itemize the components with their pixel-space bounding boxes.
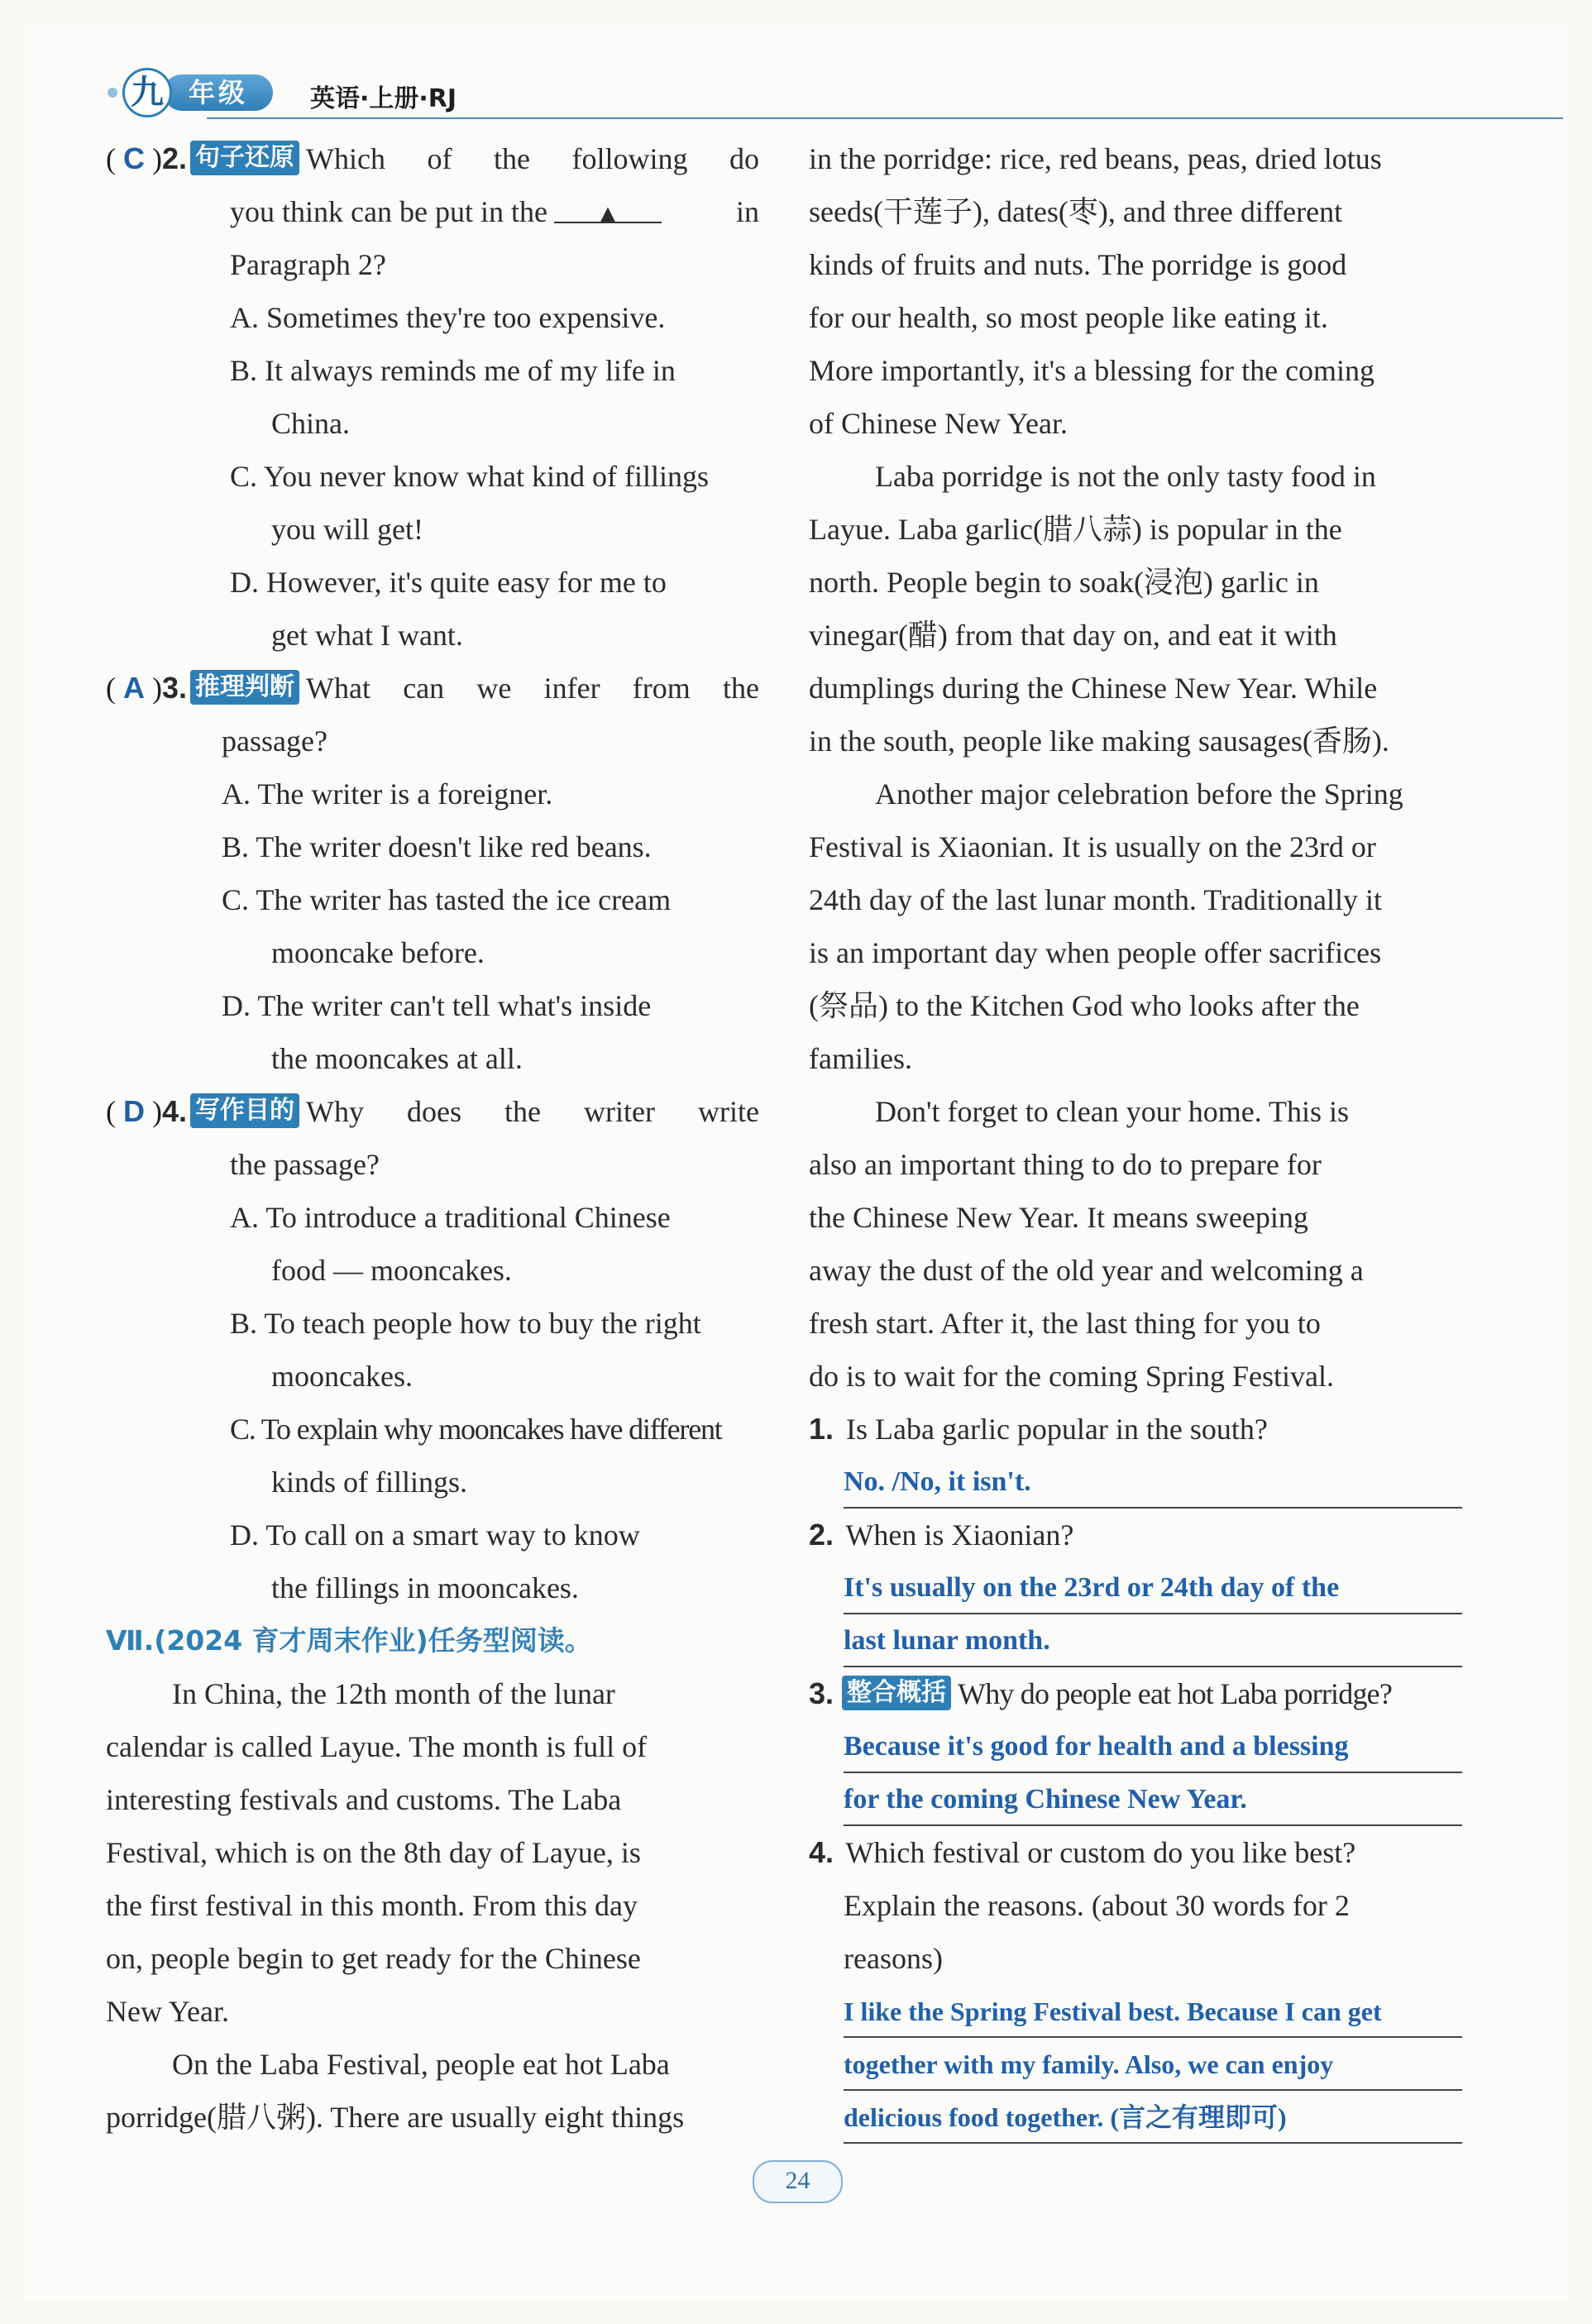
paragraph-line: fresh start. After it, the last thing for you to <box>809 1307 1321 1340</box>
option-b-cont: China. <box>271 407 350 440</box>
paragraph-line: interesting festivals and customs. The Laba <box>106 1783 622 1816</box>
paragraph-line: (祭品) to the Kitchen God who looks after the <box>809 989 1360 1022</box>
option-d: D. The writer can't tell what's inside <box>222 989 652 1022</box>
question-text: you think can be put in the <box>230 195 547 228</box>
page-header <box>108 65 1472 122</box>
paragraph-line: in the south, people like making sausages(香肠). <box>809 724 1389 758</box>
paragraph-line: On the Laba Festival, people eat hot Laba <box>172 2048 670 2081</box>
option-d-cont: the fillings in mooncakes. <box>271 1571 579 1604</box>
option-b: B. To teach people how to buy the right <box>230 1307 701 1340</box>
question-text: passage? <box>222 724 327 758</box>
paragraph-line: north. People begin to soak(浸泡) garlic in <box>809 566 1319 599</box>
question-text: Explain the reasons. (about 30 words for 2 <box>844 1889 1350 1922</box>
paragraph-line: dumplings during the Chinese New Year. While <box>809 672 1378 705</box>
question-tag: 写作目的 <box>190 1093 299 1128</box>
header-divider <box>207 117 1563 119</box>
paragraph-line: families. <box>809 1042 912 1075</box>
option-c: C. You never know what kind of fillings <box>230 460 709 493</box>
page-number: 24 <box>753 2160 843 2203</box>
paragraph-line: Laba porridge is not the only tasty food in <box>875 460 1376 493</box>
question-tag: 推理判断 <box>190 670 299 705</box>
question-text: Is Laba garlic popular in the south? <box>846 1413 1268 1446</box>
right-column <box>809 132 1462 2144</box>
paragraph-line: Festival, which is on the 8th day of Layue, is <box>106 1836 641 1869</box>
question-4-head: ( D )4. 写作目的 Why does the writer write <box>106 1085 759 1138</box>
question-text: When is Xiaonian? <box>845 1518 1074 1552</box>
reading-question-1 <box>809 1403 1462 1456</box>
option-d: D. To call on a smart way to know <box>230 1518 640 1552</box>
decor-dot <box>108 88 117 98</box>
answer-line: for the coming Chinese New Year. <box>844 1773 1462 1826</box>
question-number: 4. <box>162 1094 188 1128</box>
answer-line: It's usually on the 23rd or 24th day of the <box>844 1561 1462 1614</box>
option-a: A. The writer is a foreigner. <box>222 777 553 811</box>
grade-badge <box>108 65 281 119</box>
option-c-cont: you will get! <box>271 513 423 546</box>
option-b: B. The writer doesn't like red beans. <box>222 830 652 863</box>
option-c: C. The writer has tasted the ice cream <box>222 883 672 916</box>
question-tag: 句子还原 <box>190 141 299 175</box>
answer-q4: D <box>123 1094 145 1128</box>
paragraph-line: Festival is Xiaonian. It is usually on the 23rd or <box>809 830 1376 863</box>
paragraph-line: away the dust of the old year and welcoming a <box>809 1254 1364 1287</box>
paragraph-line: New Year. <box>106 1995 229 2028</box>
paragraph-line: In China, the 12th month of the lunar <box>172 1677 615 1710</box>
reading-question-3 <box>809 1667 1462 1720</box>
option-c-cont: mooncake before. <box>271 936 485 969</box>
answer-line: delicious food together. (言之有理即可) <box>844 2091 1462 2144</box>
option-a: A. Sometimes they're too expensive. <box>230 301 666 334</box>
grade-pill: 年级 <box>164 74 273 111</box>
option-d-cont: the mooncakes at all. <box>271 1042 523 1075</box>
question-number: 1. <box>809 1412 834 1446</box>
answer-line: together with my family. Also, we can enjoy <box>844 2038 1462 2091</box>
option-c: C. To explain why mooncakes have different <box>230 1413 722 1446</box>
paragraph-line: porridge(腊八粥). There are usually eight things <box>106 2101 685 2134</box>
question-2-line2 <box>106 185 759 238</box>
question-number: 4. <box>809 1835 834 1869</box>
triangle-icon: ▲ <box>595 200 620 227</box>
paragraph-line: the Chinese New Year. It means sweeping <box>809 1201 1308 1234</box>
question-text: Which festival or custom do you like best? <box>845 1836 1356 1869</box>
grade-circle: 九 <box>122 68 172 117</box>
paragraph-line: Layue. Laba garlic(腊八蒜) is popular in the <box>809 513 1342 546</box>
question-2-head: ( C )2. 句子还原 Which of the following do <box>106 132 759 185</box>
option-d-cont: get what I want. <box>271 619 463 652</box>
answer-line: last lunar month. <box>844 1614 1462 1667</box>
paragraph-line: vinegar(醋) from that day on, and eat it with <box>809 619 1337 652</box>
paragraph-line: More importantly, it's a blessing for the coming <box>809 354 1375 387</box>
paragraph-line: for our health, so most people like eating it. <box>809 301 1328 334</box>
reading-question-2 <box>809 1509 1462 1561</box>
question-tag: 整合概括 <box>842 1676 951 1710</box>
paragraph-line: Another major celebration before the Spring <box>875 777 1403 811</box>
paragraph-line: 24th day of the last lunar month. Traditionally it <box>809 883 1382 916</box>
paragraph-line: do is to wait for the coming Spring Festival. <box>809 1360 1334 1393</box>
question-number: 3. <box>809 1676 834 1710</box>
answer-line: No. /No, it isn't. <box>844 1456 1462 1509</box>
left-column <box>106 132 759 2144</box>
question-3-head: ( A )3. 推理判断 What can we infer from the <box>106 662 759 715</box>
question-text: Why do people eat hot Laba porridge? <box>958 1677 1393 1710</box>
answer-q3: A <box>123 671 145 705</box>
question-text: Which of the following do <box>306 142 759 175</box>
question-text: Paragraph 2? <box>230 248 386 281</box>
paragraph-line: seeds(干莲子), dates(枣), and three different <box>809 195 1343 228</box>
reading-question-4 <box>809 1826 1462 1879</box>
question-number: 3. <box>162 671 188 705</box>
paragraph-line: is an important day when people offer sacrifices <box>809 936 1382 969</box>
blank <box>554 185 662 227</box>
paragraph-line: kinds of fruits and nuts. The porridge is good <box>809 248 1347 281</box>
paragraph-line: of Chinese New Year. <box>809 407 1068 440</box>
option-b-cont: mooncakes. <box>271 1360 413 1393</box>
option-c-cont: kinds of fillings. <box>271 1466 468 1499</box>
question-text: the passage? <box>230 1148 380 1181</box>
question-number: 2. <box>809 1518 834 1552</box>
paragraph-line: also an important thing to do to prepare for <box>809 1148 1322 1181</box>
paragraph-line: the first festival in this month. From this day <box>106 1889 638 1922</box>
question-text: in <box>735 195 759 228</box>
question-text: reasons) <box>844 1942 943 1975</box>
paragraph-line: Don't forget to clean your home. This is <box>875 1095 1350 1128</box>
paragraph-line: calendar is called Layue. The month is full of <box>106 1730 648 1763</box>
paragraph-line: on, people begin to get ready for the Chinese <box>106 1942 641 1975</box>
option-d: D. However, it's quite easy for me to <box>230 566 667 599</box>
question-text: Why does the writer write <box>306 1095 759 1128</box>
section-heading: Ⅶ.(2024 育才周末作业)任务型阅读。 <box>106 1624 592 1657</box>
option-a-cont: food — mooncakes. <box>271 1254 512 1287</box>
paragraph-line: in the porridge: rice, red beans, peas, dried lotus <box>809 142 1382 175</box>
answer-q2: C <box>123 141 145 175</box>
question-number: 2. <box>162 141 188 175</box>
question-text: What can we infer from the <box>306 672 759 705</box>
answer-line: I like the Spring Festival best. Because I can get <box>844 1985 1462 2038</box>
option-b: B. It always reminds me of my life in <box>230 354 676 387</box>
book-subtitle: 英语·上册·RJ <box>310 84 457 113</box>
answer-line: Because it's good for health and a blessing <box>844 1720 1462 1773</box>
option-a: A. To introduce a traditional Chinese <box>230 1201 671 1234</box>
